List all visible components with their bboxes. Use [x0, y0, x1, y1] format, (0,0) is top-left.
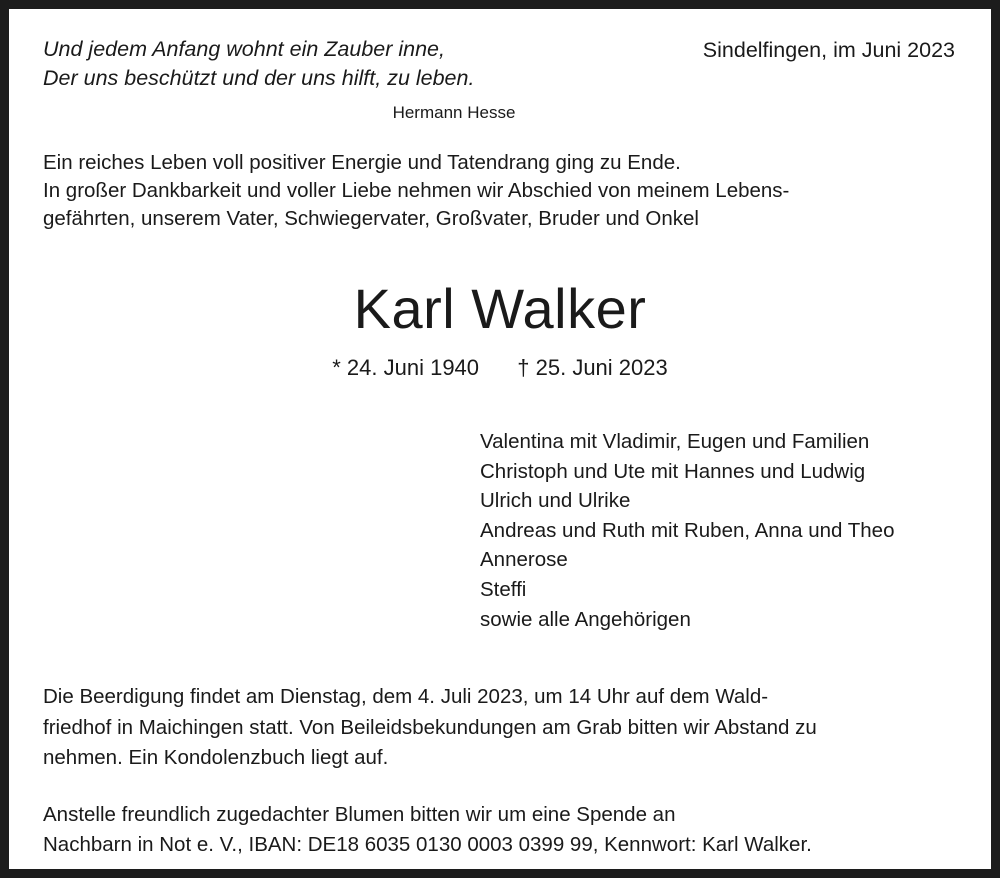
- intro-line-1: Ein reiches Leben voll positiver Energie und Tatendrang ging zu Ende.: [43, 151, 681, 174]
- place-and-date: Sindelfingen, im Juni 2023: [702, 38, 955, 62]
- survivors-list: [480, 427, 957, 634]
- obituary-content: [9, 9, 991, 869]
- list-item: Steffi: [480, 577, 527, 601]
- header-row: [43, 35, 957, 93]
- deceased-name-block: [43, 277, 957, 383]
- funeral-line-1: Die Beerdigung findet am Dienstag, dem 4. Juli 2023, um 14 Uhr auf dem Wald-: [43, 685, 769, 709]
- funeral-paragraph: [43, 682, 957, 774]
- list-item: Ulrich und Ulrike: [480, 489, 631, 513]
- quote-block: [43, 35, 474, 93]
- birth-date: * 24. Juni 1940: [332, 355, 480, 380]
- death-date: † 25. Juni 2023: [517, 355, 668, 380]
- donation-paragraph: [43, 800, 957, 861]
- intro-paragraph: [43, 149, 957, 233]
- donation-line-2: Nachbarn in Not e. V., IBAN: DE18 6035 0130 0003 0399 99, Kennwort: Karl Walker.: [43, 833, 812, 857]
- closing-section: [43, 682, 957, 861]
- list-item: Christoph und Ute mit Hannes und Ludwig: [480, 459, 866, 483]
- list-item: sowie alle Angehörigen: [480, 607, 691, 631]
- deceased-name: Karl Walker: [353, 277, 647, 340]
- list-item: Andreas und Ruth mit Ruben, Anna und Theo: [480, 518, 895, 542]
- funeral-line-3: nehmen. Ein Kondolenzbuch liegt auf.: [43, 746, 389, 770]
- quote-line-1: Und jedem Anfang wohnt ein Zauber inne,: [43, 37, 445, 61]
- list-item: Valentina mit Vladimir, Eugen und Familien: [480, 430, 870, 453]
- quote-line-2: Der uns beschützt und der uns hilft, zu leben.: [43, 66, 475, 90]
- quote-author: Hermann Hesse: [392, 103, 516, 122]
- list-item: Annerose: [480, 548, 568, 572]
- funeral-line-2: friedhof in Maichingen statt. Von Beileidsbekundungen am Grab bitten wir Abstand zu: [43, 715, 817, 739]
- donation-line-1: Anstelle freundlich zugedachter Blumen bitten wir um eine Spende an: [43, 802, 676, 826]
- intro-line-3: gefährten, unserem Vater, Schwiegervater, Großvater, Bruder und Onkel: [43, 207, 699, 230]
- life-dates: [43, 353, 957, 383]
- intro-line-2: In großer Dankbarkeit und voller Liebe nehmen wir Abschied von meinem Lebens-: [43, 179, 790, 202]
